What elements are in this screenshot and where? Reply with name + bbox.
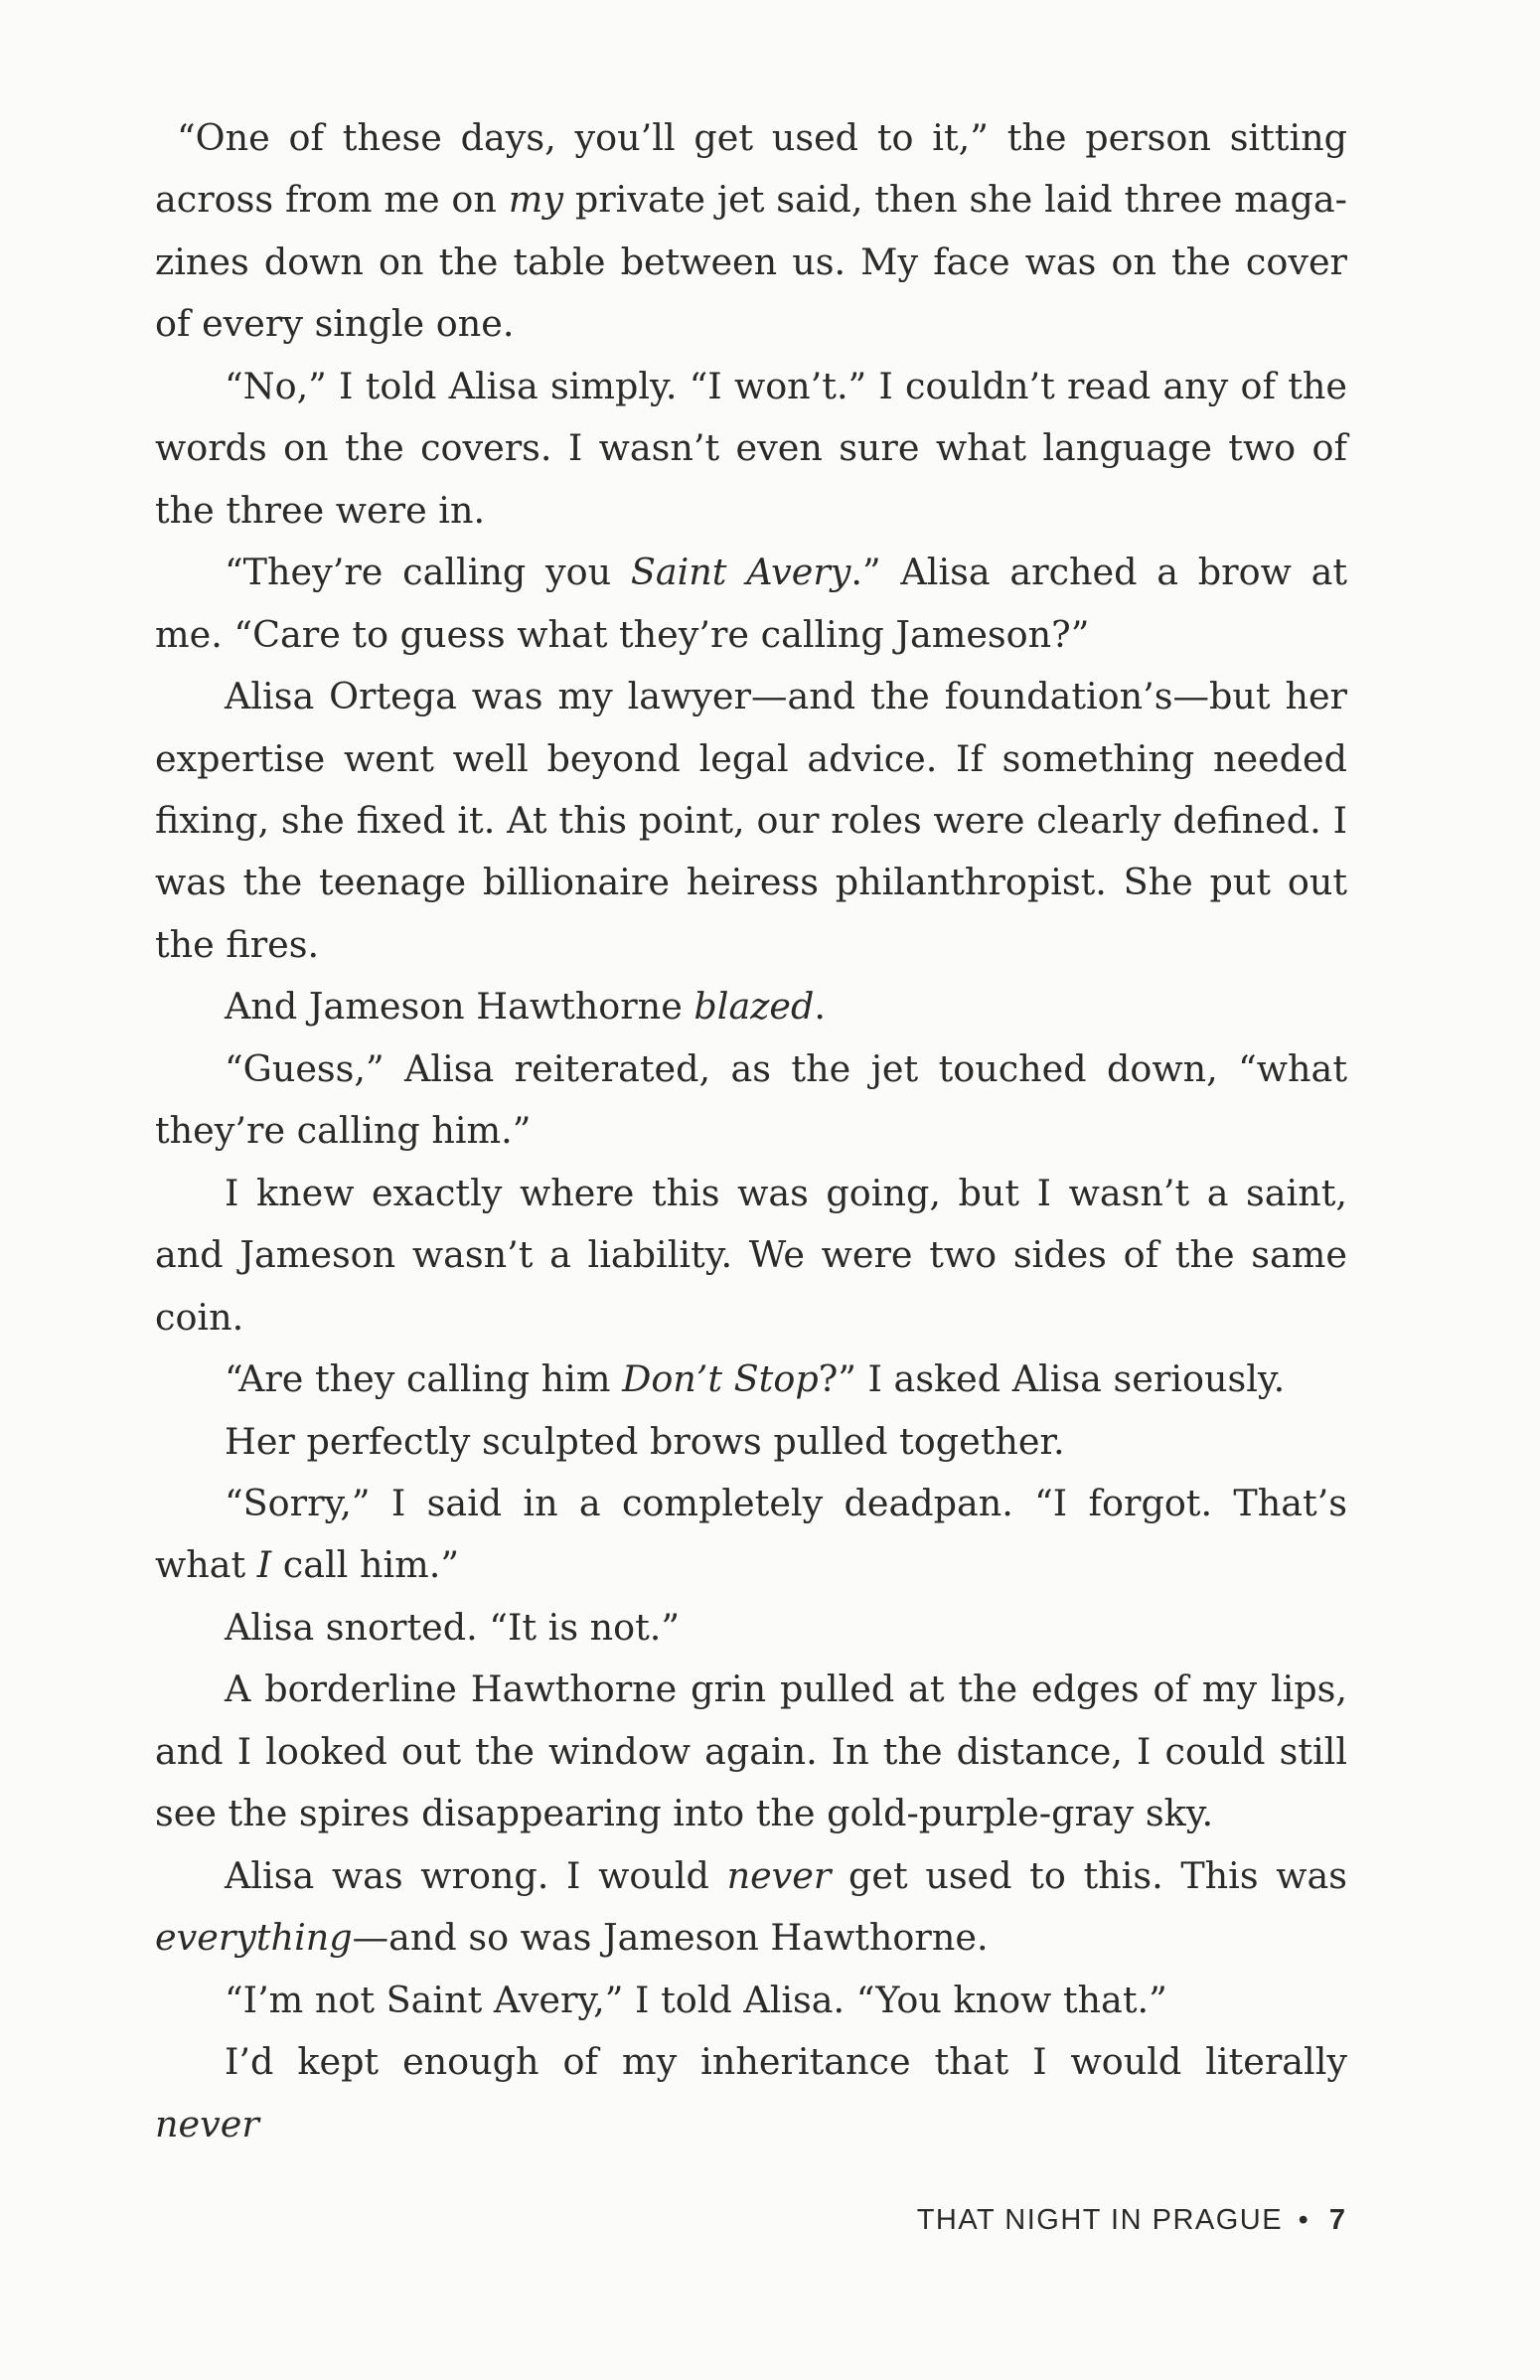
text-run: “Guess,” Alisa reiterated, as the jet touched down, “what they’re calling him.”	[155, 1046, 1347, 1153]
italic-text: everything	[155, 1916, 353, 1960]
paragraph	[155, 1038, 1347, 1163]
text-run: .” Alisa arched a brow at me. “Care to guess what they’re calling Jameson?”	[155, 551, 1347, 656]
text-run: “One of these days, you’ll get used to it,” the person sitting across from me on	[155, 116, 1347, 222]
paragraph	[155, 2031, 1347, 2155]
text-run: “No,” I told Alisa simply. “I won’t.” I couldn’t read any of the words on the covers. I wasn’t even sure what language two of the three were in.	[155, 364, 1347, 532]
text-run: “Are they calling him	[225, 1357, 623, 1401]
text-run: “They’re calling you	[225, 551, 631, 594]
page-number: 7	[1328, 2204, 1345, 2236]
paragraph	[155, 1970, 1347, 2031]
paragraph	[155, 976, 1347, 1037]
italic-text: never	[726, 1853, 832, 1897]
text-run: Alisa Ortega was my lawyer—and the foundation’s—but her expertise went well beyond legal advice. If something needed fixing, she fixed it. At this point, our roles were clearly defined. I was the teenage billionaire heiress philanthropist. She put out the fires.	[155, 675, 1347, 966]
text-run: ?” I asked Alisa seriously.	[818, 1357, 1286, 1401]
paragraph	[155, 1349, 1347, 1410]
text-run: A borderline Hawthorne grin pulled at the edges of my lips, and I looked out the window again. In the distance, I could still see the spires disappearing into the gold-purple-gray sky.	[155, 1667, 1347, 1835]
footer-separator: •	[1298, 2204, 1310, 2236]
text-run: private jet said, then she laid three magazines down on the table between us. My face was on the cover of every single one.	[155, 178, 1347, 346]
text-run: call him.”	[271, 1543, 460, 1587]
text-run: Alisa snorted. “It is not.”	[225, 1605, 681, 1649]
italic-text: my	[508, 178, 563, 222]
text-run: “I’m not Saint Avery,” I told Alisa. “You know that.”	[225, 1978, 1167, 2021]
text-run: And Jameson Hawthorne	[225, 985, 694, 1029]
text-run: .	[814, 985, 827, 1029]
text-run: —and so was Jameson Hawthorne.	[352, 1916, 989, 1960]
text-run: get used to this. This was	[831, 1853, 1347, 1897]
paragraph	[155, 1163, 1347, 1349]
text-run: “Sorry,” I said in a completely deadpan. “I forgot. That’s what	[155, 1481, 1347, 1587]
page-footer	[917, 2204, 1345, 2237]
italic-text: Saint Avery	[630, 551, 851, 594]
paragraph	[155, 1659, 1347, 1844]
text-run: Her perfectly sculpted brows pulled together.	[225, 1419, 1065, 1463]
paragraph	[155, 1845, 1347, 1970]
italic-text: I	[256, 1543, 272, 1587]
text-run: I knew exactly where this was going, but I wasn’t a saint, and Jameson wasn’t a liability. We were two sides of the same coin.	[155, 1171, 1347, 1339]
italic-text: Don’t Stop	[622, 1357, 819, 1401]
italic-text: blazed	[693, 985, 815, 1029]
paragraph	[155, 1597, 1347, 1659]
paragraph	[155, 1411, 1347, 1473]
paragraph	[155, 542, 1347, 666]
text-run: I’d kept enough of my inheritance that I would literally	[225, 2040, 1347, 2084]
body-text	[155, 107, 1347, 2155]
paragraph	[155, 1473, 1347, 1597]
running-title: THAT NIGHT IN PRAGUE	[916, 2204, 1284, 2236]
paragraph	[155, 356, 1347, 542]
italic-text: never	[155, 2102, 259, 2145]
paragraph	[155, 666, 1347, 976]
text-run: Alisa was wrong. I would	[225, 1853, 727, 1897]
paragraph	[155, 107, 1347, 356]
